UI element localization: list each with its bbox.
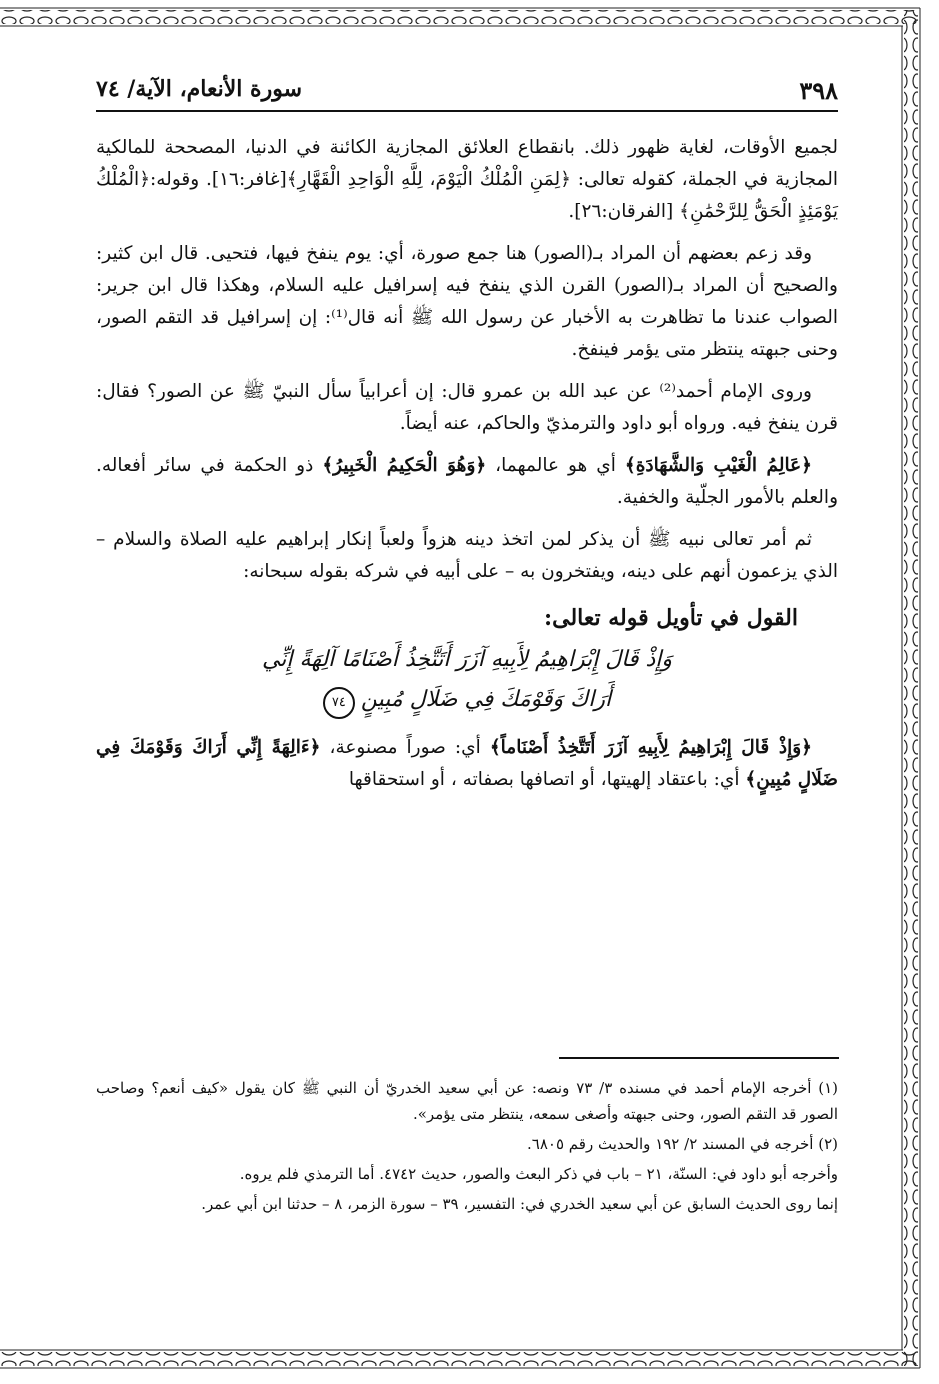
paragraph-1: لجميع الأوقات، لغاية ظهور ذلك. بانقطاع العلائق المجازية الكائنة في الدنيا، المصححة للمالكية المجازية في الجملة، كقوله تعالى: ﴿لِمَنِ الْمُلْكُ الْيَوْمَ، لِلَّهِ الْوَاحِدِ الْقَهَّارِ﴾[غافر:١٦]. وقوله:﴿الْمُلْكُ يَوْمَئِذٍ الْحَقُّ لِلرَّحْمَٰنِ﴾ [الفرقان:٢٦]. xyxy=(96,137,838,222)
footnote-2: (٢) أخرجه في المسند ٢/ ١٩٢ والحديث رقم ٦٨٠٥. xyxy=(527,1135,838,1153)
paragraph-text: ذو الحكمة في سائر أفعاله. والعلم بالأمور الجلّية والخفية. xyxy=(96,455,838,508)
footnote-1: (١) أخرجه الإمام أحمد في مسنده ٣/ ٧٣ ونصه: عن أبي سعيد الخدريّ أن النبي ﷺ كان يقول «كيف أنعم؟ وصاحب الصور قد التقم الصور، وحنى جبهته وأصغى سمعه، ينتظر متى يؤمر». xyxy=(96,1079,838,1123)
quran-quote: ﴿عَالِمُ الْغَيْبِ وَالشَّهَادَةِ﴾ xyxy=(624,455,812,476)
running-head: سورة الأنعام، الآية/ ٧٤ xyxy=(96,76,302,102)
ayah-line: وَإِذْ قَالَ إِبْرَاهِيمُ لِأَبِيهِ آزَرَ أَتَتَّخِذُ أَصْنَامًا آلِهَةً إِنِّي xyxy=(261,647,673,672)
footnote-separator xyxy=(559,1057,839,1059)
ayah-line-2-row xyxy=(96,680,838,720)
page-header xyxy=(96,70,838,112)
main-text xyxy=(96,132,838,796)
footnote-2-continuation: إنما روى الحديث السابق عن أبي سعيد الخدري في: التفسير، ٣٩ – سورة الزمر، ٨ – حدثنا ابن أبي عمر. xyxy=(201,1195,838,1213)
paragraph-2: وقد زعم بعضهم أن المراد بـ(الصور) هنا جمع صورة، أي: يوم ينفخ فيها، فتحيى. قال ابن كثير: والصحيح أن المراد بـ(الصور) القرن الذي ينفخ فيه إسرافيل عليه السلام، وهكذا قال ابن جرير: الصواب عندنا ما تظاهرت به الأخبار عن رسول الله ﷺ أنه قال⁽¹⁾: إن إسرافيل قد التقم الصور، وحنى جبهته ينتظر متى يؤمر فينفخ. xyxy=(96,243,838,360)
footnote-2-continuation: وأخرجه أبو داود في: السنّة، ٢١ – باب في ذكر البعث والصور، حديث ٤٧٤٢. أما الترمذي فلم يروه. xyxy=(239,1165,838,1183)
section-heading: القول في تأويل قوله تعالى: xyxy=(544,605,798,631)
page-content xyxy=(96,70,838,806)
ayah-block xyxy=(96,640,838,720)
ayah-number-marker: ٧٤ xyxy=(323,687,355,719)
paragraph-5: ثم أمر تعالى نبيه ﷺ أن يذكر لمن اتخذ دينه هزواً ولعباً إنكار إبراهيم عليه الصلاة والسلام – الذي يزعمون أنهم على دينه، ويفتخرون به – على أبيه في شركه بقوله سبحانه: xyxy=(96,529,838,582)
paragraph-text: أي: باعتقاد إلهيتها، أو اتصافها بصفاته ، أو استحقاقها xyxy=(348,769,746,790)
quran-quote: ﴿ءَالِهَةً إِنِّي أَرَاكَ وَقَوْمَكَ فِي ضَلَالٍ مُبِينٍ﴾ xyxy=(96,737,838,790)
paragraph-text: أي هو عالمهما، xyxy=(486,455,625,476)
quran-quote: ﴿وَإِذْ قَالَ إِبْرَاهِيمُ لِأَبِيهِ آزَرَ أَتَتَّخِذُ أَصْنَاماً﴾ xyxy=(489,737,812,758)
ayah-line: أَرَاكَ وَقَوْمَكَ فِي ضَلَالٍ مُبِينٍ xyxy=(360,687,612,712)
paragraph-6 xyxy=(96,732,838,796)
footnotes xyxy=(96,1075,838,1221)
page-number: ٣٩٨ xyxy=(799,76,838,105)
paragraph-3: وروى الإمام أحمد⁽²⁾ عن عبد الله بن عمرو قال: إن أعرابياً سأل النبيّ ﷺ عن الصور؟ فقال: قرن ينفخ فيه. ورواه أبو داود والترمذيّ والحاكم، عنه أيضاً. xyxy=(96,381,838,434)
quran-quote: ﴿وَهُوَ الْحَكِيمُ الْخَبِيرُ﴾ xyxy=(322,455,487,476)
paragraph-4 xyxy=(96,450,838,514)
paragraph-text: أي: صوراً مصنوعة، xyxy=(320,737,490,758)
